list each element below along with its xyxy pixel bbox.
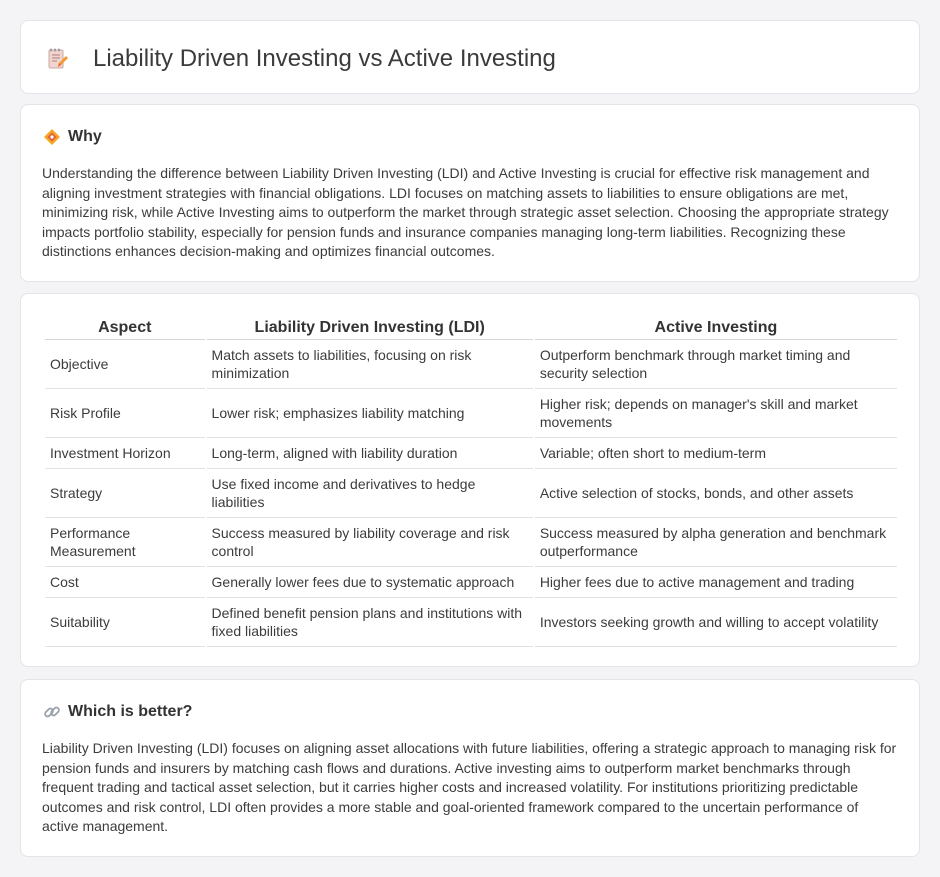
table-row — [45, 340, 897, 389]
which-is-better-section — [20, 679, 920, 857]
why-heading-label: Why — [68, 128, 102, 145]
cell-ldi: Generally lower fees due to systematic approach — [207, 567, 533, 598]
cell-active: Success measured by alpha generation and benchmark outperformance — [535, 518, 897, 567]
link-icon — [43, 703, 61, 721]
table-row — [45, 567, 897, 598]
cell-active: Outperform benchmark through market timing and security selection — [535, 340, 897, 389]
cell-ldi: Success measured by liability coverage and risk control — [207, 518, 533, 567]
header-ldi: Liability Driven Investing (LDI) — [207, 314, 533, 340]
better-text: Liability Driven Investing (LDI) focuses on aligning asset allocations with future liabilities, offering a strategic approach to managing risk for pension funds and insurers by matching cash flows and durations. Active investing aims to outperform market benchmarks through frequent trading and tactical asset selection, but it carries higher costs and increased volatility. For institutions prioritizing predictable outcomes and risk control, LDI often provides a more stable and goal-oriented framework compared to the uncertain performance of active management. — [42, 740, 897, 835]
cell-aspect: Strategy — [45, 469, 205, 518]
cell-aspect: Objective — [45, 340, 205, 389]
cell-aspect: Cost — [45, 567, 205, 598]
cell-active: Variable; often short to medium-term — [535, 438, 897, 469]
table-row — [45, 389, 897, 438]
cell-active: Active selection of stocks, bonds, and other assets — [535, 469, 897, 518]
cell-aspect: Suitability — [45, 598, 205, 647]
table-header-row — [45, 314, 897, 340]
table-row — [45, 469, 897, 518]
header-active: Active Investing — [535, 314, 897, 340]
header-aspect: Aspect — [45, 314, 205, 340]
better-heading-label: Which is better? — [68, 703, 193, 720]
table-row — [45, 438, 897, 469]
comparison-table — [43, 314, 899, 647]
cell-ldi: Use fixed income and derivatives to hedge liabilities — [207, 469, 533, 518]
cell-aspect: Investment Horizon — [45, 438, 205, 469]
cell-aspect: Performance Measurement — [45, 518, 205, 567]
cell-ldi: Long-term, aligned with liability duration — [207, 438, 533, 469]
cell-ldi: Match assets to liabilities, focusing on risk minimization — [207, 340, 533, 389]
cell-active: Higher fees due to active management and trading — [535, 567, 897, 598]
comparison-table-card — [20, 293, 920, 667]
cell-ldi: Lower risk; emphasizes liability matching — [207, 389, 533, 438]
cell-active: Higher risk; depends on manager's skill and market movements — [535, 389, 897, 438]
why-heading — [43, 127, 102, 147]
cell-aspect: Risk Profile — [45, 389, 205, 438]
table-row — [45, 598, 897, 647]
title-card — [20, 20, 920, 94]
page-title: Liability Driven Investing vs Active Investing — [93, 45, 556, 72]
better-heading — [43, 702, 192, 722]
cell-active: Investors seeking growth and willing to accept volatility — [535, 598, 897, 647]
table-row — [45, 518, 897, 567]
diamond-icon — [43, 128, 61, 146]
cell-ldi: Defined benefit pension plans and institutions with fixed liabilities — [207, 598, 533, 647]
why-section — [20, 104, 920, 282]
notepad-pencil-icon — [47, 47, 69, 71]
why-text: Understanding the difference between Liability Driven Investing (LDI) and Active Investing is crucial for effective risk management and aligning investment strategies with financial obligations. LDI focuses on matching assets to liabilities to ensure obligations are met, minimizing risk, while Active Investing aims to outperform the market through strategic asset selection. Choosing the appropriate strategy impacts portfolio stability, especially for pension funds and insurance companies managing long-term liabilities. Recognizing these distinctions enhances decision-making and optimizes financial outcomes. — [42, 165, 889, 260]
